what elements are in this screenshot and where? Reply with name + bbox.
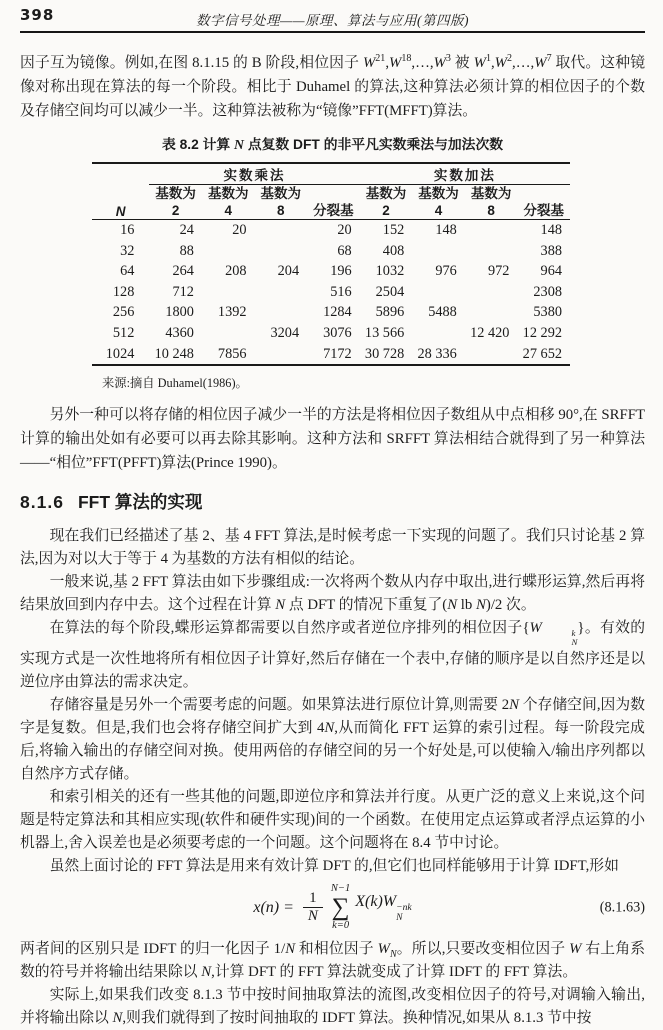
cell-value: 13 566 (364, 324, 405, 341)
equation-lhs: x(n) = (253, 898, 294, 916)
section-title: FFT 算法的实现 (77, 492, 203, 513)
cell-n: 16 (120, 222, 135, 238)
equation-rhs-supsub (396, 903, 412, 923)
col-header-splitradix-add: 分裂基 (517, 185, 570, 220)
complexity-table (92, 162, 570, 366)
cell-value: 1284 (323, 304, 352, 321)
group-header-real-add: 实数加法 (360, 163, 570, 185)
paragraph-phase-factor-order: 在算法的每个阶段,蝶形运算都需要以自然序或者逆位序排列的相位因子{W k N }。有效的实现方式是一次性地将所有相位因子计算好,然后存储在一个表中,存储的顺序是以自然序还是以逆位序由算法的需求决定。 (20, 620, 645, 690)
table-row (92, 323, 570, 344)
cell-value (465, 344, 518, 366)
cell-value (202, 323, 255, 344)
cell-value (202, 282, 255, 303)
cell-value: 148 (540, 222, 562, 238)
running-head (20, 6, 645, 28)
cell-value: 976 (435, 263, 457, 280)
cell-value: 12 292 (522, 324, 562, 341)
header-rule (20, 31, 645, 33)
table-header (92, 163, 570, 220)
summation (331, 883, 350, 932)
cell-value: 10 248 (154, 345, 194, 362)
table-row (92, 241, 570, 262)
equation-rhs-base: X(k)W (355, 892, 397, 910)
paragraph-intro-impl: 现在我们已经描述了基 2、基 4 FFT 算法,是时候考虑一下实现的问题了。我们只讨论基 2 算法,因为对以大于等于 4 为基数的方法有相似的结论。 (20, 528, 645, 568)
cell-value (412, 282, 465, 303)
cell-value: 20 (337, 222, 352, 238)
cell-value: 27 652 (522, 345, 562, 362)
page-number: 398 (20, 6, 55, 24)
section-number: 8.1.6 (20, 492, 64, 513)
col-header-radix2-mult: 基数为 2 (149, 185, 202, 220)
table-body (92, 220, 570, 366)
cell-value (255, 282, 308, 303)
cell-value: 3204 (270, 324, 300, 341)
cell-value: 12 420 (470, 324, 510, 341)
cell-value: 5896 (375, 304, 405, 321)
col-header-radix8-mult: 基数为 8 (255, 185, 308, 220)
cell-value: 2308 (533, 283, 562, 300)
cell-value: 148 (435, 222, 457, 238)
table-title: 表 8.2 计算 N 点复数 DFT 的非平凡实数乘法与加法次数 (161, 137, 504, 152)
equation-rhs (355, 893, 411, 923)
paragraph-phase-fft: 另外一种可以将存储的相位因子减少一半的方法是将相位因子数组从中点相移 90°,在 SRFFT 计算的输出处如有必要可以再去除其影响。这种方法和 SRFFT 算法相结合就得到了另一种算法——“相位”FFT(PFFT)算法(Prince 1990)。 (20, 407, 645, 472)
paragraph-indexing-issues: 和索引相关的还有一些其他的问题,即逆位序和算法并行度。从更广泛的意义上来说,这个问题是特定算法和其相应实现(软件和硬件实现)间的一个函数。在使用定点运算或者浮点运算的小机器上,舍入误差也是必须要考虑的一个问题。这个问题将在 8.4 节中讨论。 (20, 788, 645, 851)
paragraph-idft-intro: 虽然上面讨论的 FFT 算法是用来有效计算 DFT 的,但它们也同样能够用于计算 IDFT,形如 (49, 857, 619, 874)
table-8-2 (20, 133, 645, 391)
cell-value: 88 (179, 242, 194, 259)
cell-value: 208 (225, 263, 247, 280)
table-row (92, 220, 570, 241)
cell-n: 512 (112, 324, 135, 341)
cell-value: 196 (330, 263, 352, 280)
cell-value: 516 (330, 283, 352, 300)
paragraph-mirror-fft: 因子互为镜像。例如,在图 8.1.15 的 B 阶段,相位因子 $W^{21},W^{18},\dots,W^3$ 被 $W^1,W^2,\dots,W^7$ 取代。这种镜像对称出现在算法的每一个阶段。相比于 Duhamel 的算法,这种算法必须计算的相位因子的个数及存储空间均可以减少一半。这种算法被称为“镜像”FFT(MFFT)算法。 (20, 53, 645, 119)
cell-value (255, 344, 308, 366)
table-row (92, 282, 570, 303)
cell-value (255, 302, 308, 323)
cell-value: 30 728 (364, 345, 405, 362)
table-row (92, 344, 570, 366)
cell-value: 5488 (428, 304, 457, 321)
section-heading-8-1-6 (20, 489, 645, 514)
cell-value: 1032 (375, 263, 405, 280)
cell-value (255, 220, 308, 241)
running-title: 数字信号处理——原理、算法与应用(第四版) (196, 13, 469, 28)
cell-value: 152 (382, 222, 405, 238)
equation-rhs-sup: −nk (396, 901, 412, 913)
cell-value (412, 323, 465, 344)
table-row (92, 261, 570, 282)
table-row (92, 302, 570, 323)
paragraph-radix2-steps: 一般来说,基 2 FFT 算法由如下步骤组成:一次将两个数从内存中取出,进行蝶形运算,然后再将结果放回到内存中去。这个过程在计算 N 点 DFT 的情况下重复了(N lb N)/2 次。 (20, 574, 645, 614)
cell-value: 24 (179, 222, 194, 238)
cell-value (465, 241, 518, 262)
cell-n: 32 (120, 242, 135, 259)
col-header-n: N (92, 163, 149, 220)
cell-value: 964 (540, 263, 562, 280)
cell-value (465, 282, 518, 303)
table-source-note: 来源:摘自 Duhamel(1986)。 (102, 376, 248, 391)
cell-n: 128 (112, 283, 135, 300)
equation-number: (8.1.63) (599, 899, 645, 916)
summation-symbol: ∑ (331, 893, 350, 921)
fraction-denominator: N (303, 907, 323, 925)
paragraph-storage: 存储容量是另外一个需要考虑的问题。如果算法进行原位计算,则需要 2N 个存储空间,因为数字是复数。但是,我们也会将存储空间扩大到 4N,从而简化 FFT 运算的索引过程。每一阶段完成后,将输入输出的存储空间对换。使用两倍的存储空间的另一个好处是,可以使输入/输出序列都以自然序方式存储。 (20, 696, 645, 782)
cell-value (465, 220, 518, 241)
equation-rhs-sub: N (396, 911, 403, 923)
col-header-radix2-add: 基数为 2 (360, 185, 413, 220)
cell-value: 7172 (323, 345, 352, 362)
cell-value: 1800 (165, 304, 194, 321)
fraction-numerator: 1 (309, 890, 317, 907)
cell-value (412, 241, 465, 262)
cell-value (255, 241, 308, 262)
fraction-1-over-n (303, 890, 323, 926)
col-header-radix4-mult: 基数为 4 (202, 185, 255, 220)
equation-8-1-63 (20, 880, 645, 936)
cell-value: 408 (382, 242, 405, 259)
cell-value: 7856 (217, 345, 247, 362)
cell-value: 712 (172, 283, 194, 300)
cell-value: 204 (277, 263, 300, 280)
cell-value: 972 (487, 263, 510, 280)
group-header-real-mult: 实数乘法 (149, 163, 359, 185)
cell-n: 64 (120, 263, 135, 280)
cell-value: 68 (337, 242, 352, 259)
cell-value: 1392 (217, 304, 247, 321)
col-header-splitradix-mult: 分裂基 (307, 185, 360, 220)
cell-n: 1024 (105, 345, 135, 362)
cell-value: 264 (172, 263, 194, 280)
cell-value: 388 (540, 242, 562, 259)
col-header-radix4-add: 基数为 4 (412, 185, 465, 220)
cell-value (202, 241, 255, 262)
cell-value: 3076 (323, 324, 352, 341)
cell-value (465, 302, 518, 323)
paragraph-dft-idft-difference: 两者间的区别只是 IDFT 的归一化因子 1/N 和相位因子 $W_N$。所以,只要改变相位因子 W 右上角系数的符号并将输出结果除以 N,计算 DFT 的 FFT 算法就变成了计算 IDFT 的 FFT 算法。 (20, 940, 645, 980)
summation-upper-limit: N−1 (330, 883, 351, 895)
cell-value: 20 (232, 222, 247, 238)
summation-lower-limit: k=0 (332, 919, 350, 931)
cell-value: 2504 (375, 283, 405, 300)
paragraph-dit-idft: 实际上,如果我们改变 8.1.3 节中按时间抽取算法的流图,改变相位因子的符号,对调输入输出,并将输出除以 N,则我们就得到了按时间抽取的 IDFT 算法。换种情况,如果从 8.1.3 节中按 (20, 986, 645, 1026)
col-header-radix8-add: 基数为 8 (465, 185, 518, 220)
cell-value: 5380 (533, 304, 562, 321)
cell-n: 256 (112, 304, 135, 321)
cell-value: 28 336 (417, 345, 457, 362)
cell-value: 4360 (165, 324, 194, 341)
